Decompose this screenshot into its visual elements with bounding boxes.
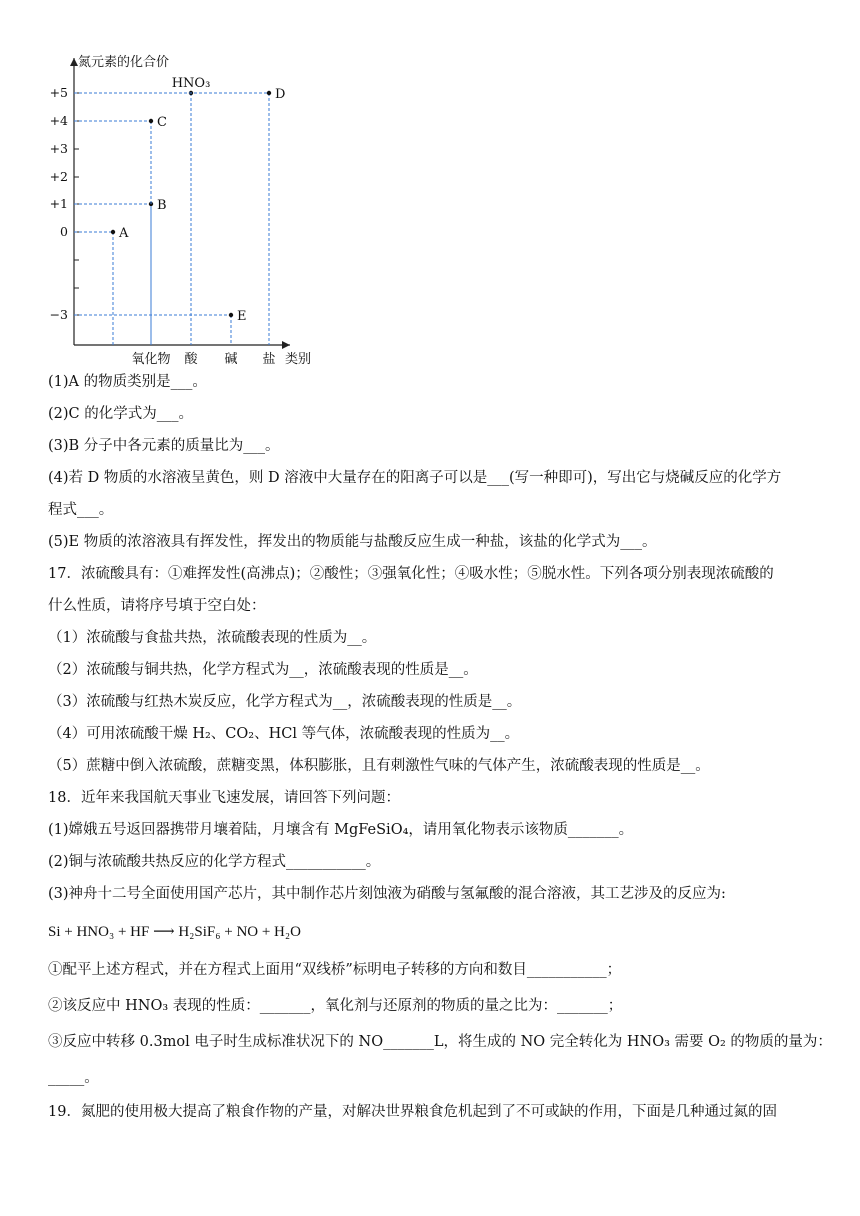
data-point-label: D [275, 87, 286, 102]
y-tick-label: +5 [49, 85, 68, 100]
q18-equation: Si + HNO₃ + HF ⟶ H₂SiF₆ + NO + H₂O [48, 924, 301, 940]
x-category-label: 氧化物 [131, 352, 171, 367]
x-category-label: 酸 [184, 352, 198, 367]
data-point-label: HNO₃ [171, 76, 211, 91]
q18-intro: 18．近年来我国航天事业飞速发展，请回答下列问题： [48, 790, 400, 806]
data-point-label: E [237, 309, 247, 324]
y-tick-label: +2 [49, 169, 68, 184]
q16-sub3: (3)B 分子中各元素的质量比为___。 [48, 438, 280, 454]
q16-sub2: (2)C 的化学式为___。 [48, 406, 193, 422]
q16-sub4-line2: 程式___。 [48, 502, 114, 518]
q18-part1: ①配平上述方程式，并在方程式上面用“双线桥”标明电子转移的方向和数目___________； [48, 962, 622, 978]
x-axis-label: 类别 [284, 352, 312, 367]
q17-sub4: （4）可用浓硫酸干燥 H₂、CO₂、HCl 等气体，浓硫酸表现的性质为__。 [48, 726, 520, 742]
q16-sub5: (5)E 物质的浓溶液具有挥发性，挥发出的物质能与盐酸反应生成一种盐，该盐的化学式为___。 [48, 534, 657, 550]
data-point [111, 230, 115, 234]
data-point-label: C [157, 115, 167, 130]
y-tick-label: −3 [49, 307, 68, 322]
x-axis-arrow [282, 341, 290, 349]
q18-part3 [48, 1032, 838, 1088]
data-point-label: B [157, 198, 167, 213]
data-point [229, 313, 233, 317]
y-tick-label: +4 [49, 113, 68, 128]
q17-intro [48, 564, 838, 616]
y-tick-label: 0 [60, 224, 68, 239]
q17-sub3: （3）浓硫酸与红热木炭反应，化学方程式为__，浓硫酸表现的性质是__。 [48, 694, 522, 710]
q17-intro-line2: 什么性质，请将序号填于空白处： [48, 598, 266, 614]
q17-sub5: （5）蔗糖中倒入浓硫酸，蔗糖变黑，体积膨胀，且有刺激性气味的气体产生，浓硫酸表现的性质是__。 [48, 758, 710, 774]
questions [48, 372, 838, 1134]
valence-chart-svg [40, 40, 340, 370]
q18-sub3: (3)神舟十二号全面使用国产芯片，其中制作芯片刻蚀液为硝酸与氢氟酸的混合溶液，其工艺涉及的反应为: [48, 886, 726, 902]
q16-sub1: (1)A 的物质类别是___。 [48, 374, 207, 390]
data-point-label: A [119, 226, 129, 241]
y-axis-arrow [70, 58, 78, 66]
q17-intro-line1: 17．浓硫酸具有：①难挥发性(高沸点)；②酸性；③强氧化性；④吸水性；⑤脱水性。下列各项分别表现浓硫酸的 [48, 566, 774, 582]
q18-sub2: (2)铜与浓硫酸共热反应的化学方程式___________。 [48, 854, 381, 870]
y-tick-label: +3 [49, 141, 68, 156]
x-category-label: 盐 [262, 352, 276, 367]
y-tick-label: +1 [49, 196, 68, 211]
q18-part3-line2: _____。 [48, 1070, 99, 1086]
q18-part2: ②该反应中 HNO₃ 表现的性质：_______，氧化剂与还原剂的物质的量之比为：_______； [48, 998, 623, 1014]
x-category-label: 碱 [224, 352, 238, 367]
q16-sub4-line1: (4)若 D 物质的水溶液呈黄色，则 D 溶液中大量存在的阳离子可以是___(写一种即可)，写出它与烧碱反应的化学方 [48, 470, 782, 486]
q18-sub1: (1)嫦娥五号返回器携带月壤着陆，月壤含有 MgFeSiO₄，请用氧化物表示该物质_______。 [48, 822, 634, 838]
y-axis-label: 氮元素的化合价 [78, 55, 170, 70]
data-point [267, 91, 271, 95]
q16-sub4 [48, 468, 838, 520]
data-point [149, 119, 153, 123]
q17-sub1: （1）浓硫酸与食盐共热，浓硫酸表现的性质为__。 [48, 630, 377, 646]
q18-part3-line1: ③反应中转移 0.3mol 电子时生成标准状况下的 NO_______L，将生成的 NO 完全转化为 HNO₃ 需要 O₂ 的物质的量为： [48, 1034, 832, 1050]
valence-chart [40, 40, 340, 370]
q17-sub2: （2）浓硫酸与铜共热，化学方程式为__，浓硫酸表现的性质是__。 [48, 662, 478, 678]
q19-intro: 19．氮肥的使用极大提高了粮食作物的产量，对解决世界粮食危机起到了不可或缺的作用，下面是几种通过氮的固 [48, 1104, 777, 1120]
